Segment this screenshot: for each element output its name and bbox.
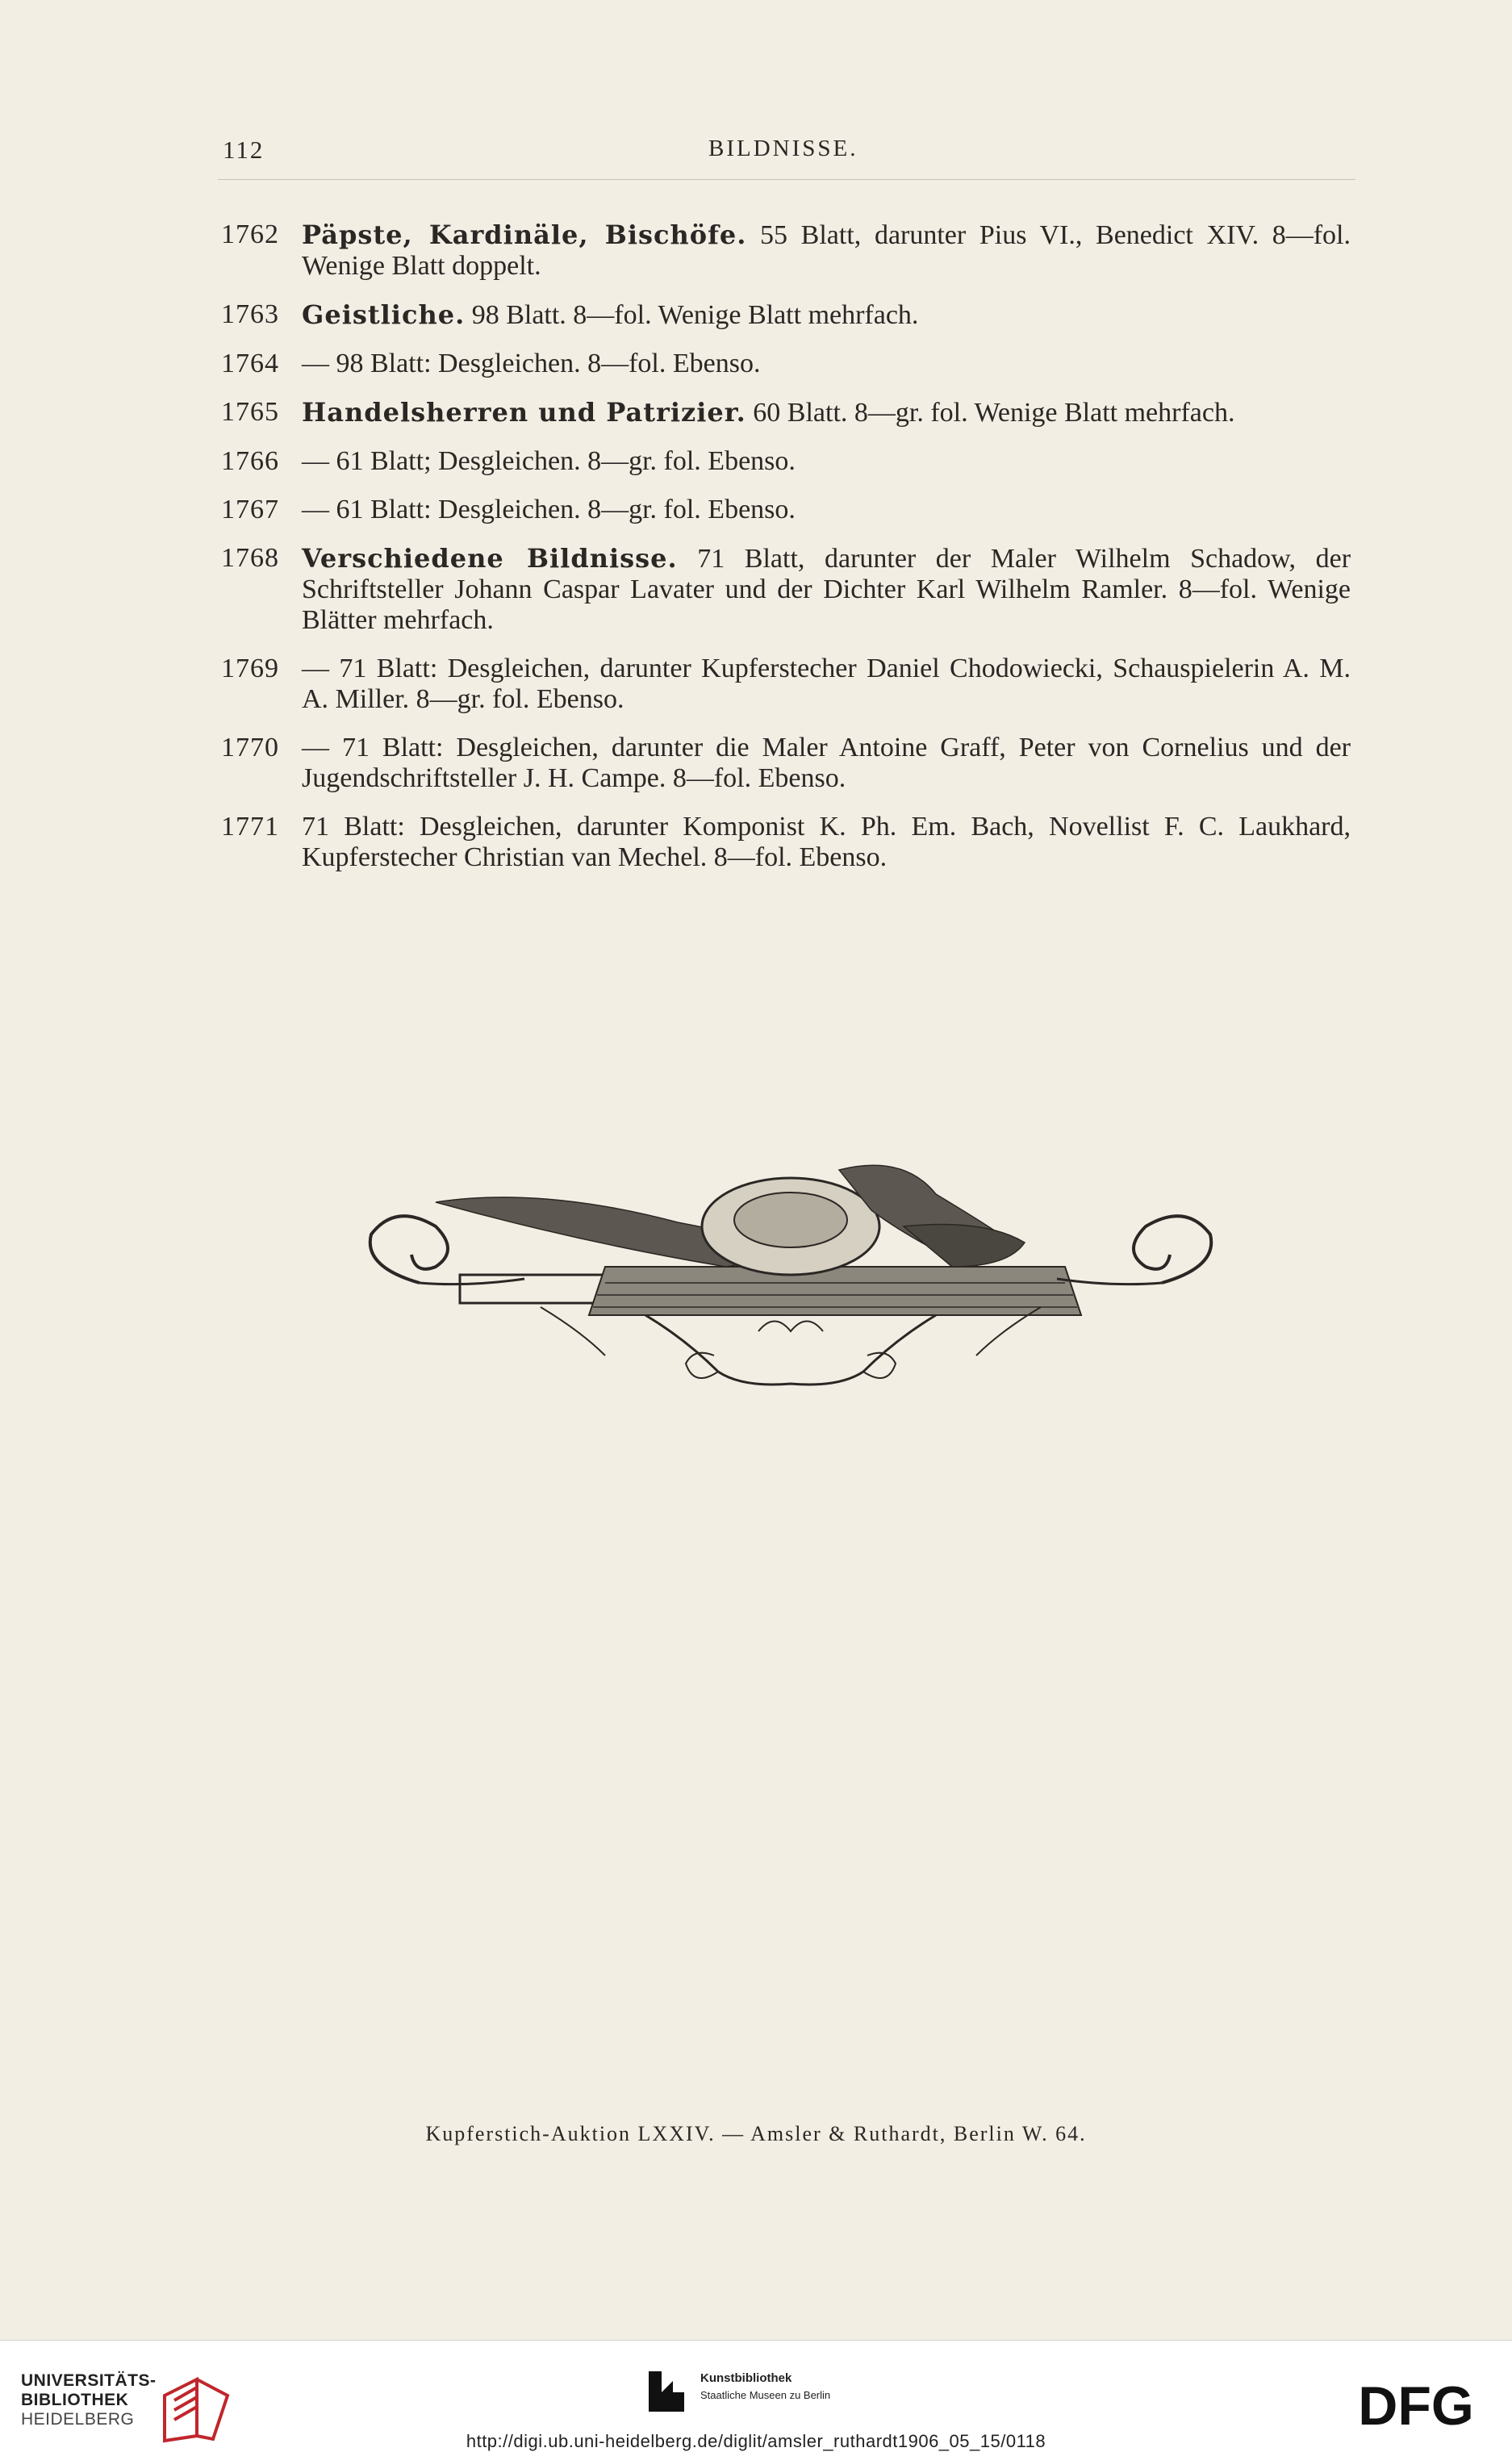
entry-title: Päpste, Kardinäle, Bischöfe. xyxy=(302,219,747,250)
entry-text: 55 Blatt, darunter Pius VI., Benedict XIV. 8—fol. Wenige Blatt doppelt. xyxy=(302,220,1351,281)
catalog-entry xyxy=(221,733,1359,794)
catalog-entry xyxy=(221,495,1359,525)
lot-number: 1768 xyxy=(221,543,279,573)
entry-text: 71 Blatt, darunter der Maler Wilhelm Schadow, der Schriftsteller Johann Caspar Lavater und der Dichter Karl Wilhelm Ramler. 8—fol. Wenige Blätter mehrfach. xyxy=(302,544,1351,635)
page-number: 112 xyxy=(223,136,265,164)
entry-text: 60 Blatt. 8—gr. fol. Wenige Blatt mehrfach. xyxy=(753,398,1235,428)
entry-title: Geistliche. xyxy=(302,299,466,330)
entry-text: 98 Blatt. 8—fol. Wenige Blatt mehrfach. xyxy=(471,300,919,330)
entry-text: — 61 Blatt: Desgleichen. 8—gr. fol. Ebenso. xyxy=(302,495,796,524)
lot-number: 1771 xyxy=(221,812,279,842)
running-title: BILDNISSE. xyxy=(708,136,858,161)
catalog-entry xyxy=(221,349,1359,379)
entry-text: 71 Blatt: Desgleichen, darunter Komponist K. Ph. Em. Bach, Novellist F. C. Laukhard, Kupferstecher Christian van Mechel. 8—fol. Ebenso. xyxy=(302,812,1351,872)
kunstbibliothek-name: Kunstbibliothek xyxy=(700,2371,792,2385)
entry-text: — 71 Blatt: Desgleichen, darunter Kupferstecher Daniel Chodowiecki, Schauspielerin A. M. A. Miller. 8—gr. fol. Ebenso. xyxy=(302,654,1351,714)
entry-text: — 98 Blatt: Desgleichen. 8—fol. Ebenso. xyxy=(302,349,761,378)
entry-title: Handelsherren und Patrizier. xyxy=(302,397,746,428)
catalog-entry xyxy=(221,219,1359,282)
entry-title: Verschiedene Bildnisse. xyxy=(302,543,678,574)
permalink-url[interactable]: http://digi.ub.uni-heidelberg.de/diglit/amsler_ruthardt1906_05_15/0118 xyxy=(466,2431,1046,2451)
catalog-entry xyxy=(221,446,1359,477)
lot-number: 1769 xyxy=(221,654,279,683)
lot-number: 1764 xyxy=(221,349,279,378)
lot-number: 1767 xyxy=(221,495,279,524)
ub-logo-line: HEIDELBERG xyxy=(21,2410,135,2429)
catalog-entry xyxy=(221,543,1359,636)
catalog-entry xyxy=(221,299,1359,331)
ornamental-vignette xyxy=(339,1146,1243,1404)
lot-number: 1763 xyxy=(221,299,279,329)
catalog-entry xyxy=(221,397,1359,428)
lot-number: 1762 xyxy=(221,219,279,249)
publisher-imprint: Kupferstich-Auktion LXXIV. — Amsler & Ruthardt, Berlin W. 64. xyxy=(425,2122,1087,2145)
digitization-footer xyxy=(0,2340,1512,2452)
entry-text: — 61 Blatt; Desgleichen. 8—gr. fol. Ebenso. xyxy=(302,446,796,476)
ub-heidelberg-logo[interactable] xyxy=(21,2371,231,2439)
lot-number: 1765 xyxy=(221,397,279,427)
catalog-entry xyxy=(221,812,1359,873)
dfg-logo[interactable] xyxy=(1339,2378,1493,2434)
kunstbibliothek-subtitle: Staatliche Museen zu Berlin xyxy=(700,2389,831,2401)
kunstbibliothek-mark-icon xyxy=(645,2368,687,2415)
catalog-entry xyxy=(221,654,1359,715)
catalog-entries xyxy=(221,219,1359,891)
dfg-logo-text: DFG xyxy=(1358,2378,1474,2434)
lot-number: 1770 xyxy=(221,733,279,762)
ub-logo-line: UNIVERSITÄTS- xyxy=(21,2371,157,2390)
lot-number: 1766 xyxy=(221,446,279,476)
entry-text: — 71 Blatt: Desgleichen, darunter die Maler Antoine Graff, Peter von Cornelius und der Jugendschriftsteller J. H. Campe. 8—fol. Ebenso. xyxy=(302,733,1351,793)
kunstbibliothek-logo[interactable] xyxy=(645,2362,920,2418)
header-rule xyxy=(218,179,1355,180)
ub-logo-line: BIBLIOTHEK xyxy=(21,2391,129,2409)
